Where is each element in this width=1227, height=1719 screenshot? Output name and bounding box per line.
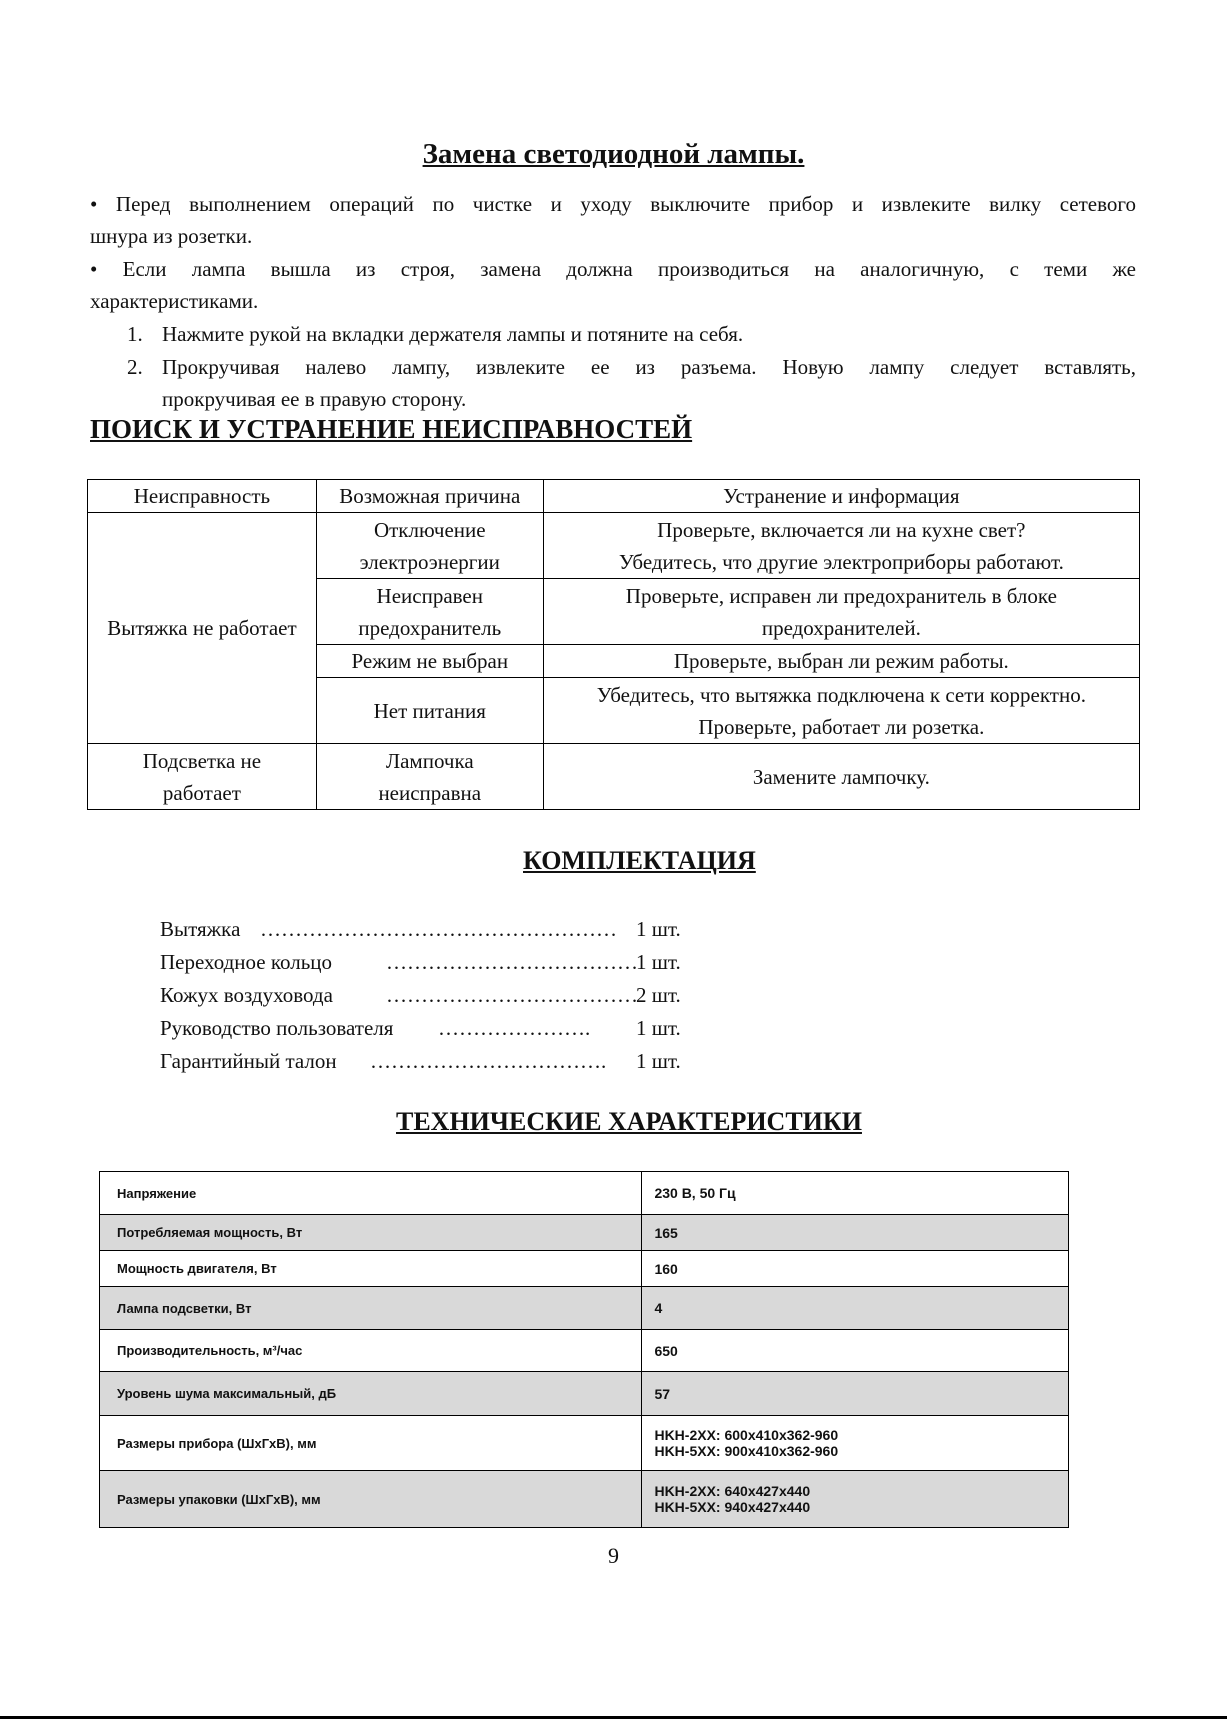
spec-label: Лампа подсветки, Вт bbox=[100, 1287, 642, 1330]
kit-item-name: Кожух воздуховода bbox=[160, 983, 333, 1007]
bullet1-line2: шнура из розетки. bbox=[90, 224, 253, 248]
specs-title: ТЕХНИЧЕСКИЕ ХАРАКТЕРИСТИКИ bbox=[396, 1107, 862, 1136]
spec-value: 4 bbox=[642, 1287, 1069, 1330]
table-row bbox=[100, 1372, 1069, 1416]
kit-item-name: Гарантийный талон bbox=[160, 1049, 337, 1073]
cause-power-outage: Отключение электроэнергии bbox=[316, 513, 543, 579]
table-row bbox=[100, 1251, 1069, 1287]
kit-item-name: Руководство пользователя bbox=[160, 1016, 394, 1040]
table-row bbox=[88, 513, 1140, 579]
spec-label: Напряжение bbox=[100, 1172, 642, 1215]
cause-bulb: Лампочка неисправна bbox=[316, 744, 543, 810]
bullet1-line1: • Перед выполнением операций по чистке и уходу выключите прибор и извлеките вилку сетевого bbox=[90, 192, 1136, 216]
fault-light-not-working: Подсветка не работает bbox=[88, 744, 317, 810]
spec-value: 165 bbox=[642, 1215, 1069, 1251]
kit-item-name: Вытяжка bbox=[160, 917, 241, 941]
table-row bbox=[100, 1172, 1069, 1215]
spec-value: HKH-2XX: 640x427x440 HKH-5XX: 940x427x440 bbox=[642, 1471, 1069, 1528]
kit-item-qty: 1 шт. bbox=[636, 917, 681, 941]
lamp-section-title: Замена светодиодной лампы. bbox=[422, 138, 805, 170]
kit-item-qty: 2 шт. bbox=[636, 983, 681, 1007]
cause-mode: Режим не выбран bbox=[316, 645, 543, 678]
spec-label: Мощность двигателя, Вт bbox=[100, 1251, 642, 1287]
kit-item-qty: 1 шт. bbox=[636, 1016, 681, 1040]
step1-text: Нажмите рукой на вкладки держателя лампы и потяните на себя. bbox=[162, 322, 744, 346]
cause-fuse: Неисправен предохранитель bbox=[316, 579, 543, 645]
page-number: 9 bbox=[608, 1543, 619, 1568]
kit-item-name: Переходное кольцо bbox=[160, 950, 333, 974]
table-row bbox=[100, 1416, 1069, 1471]
table-row bbox=[100, 1330, 1069, 1372]
fix-power-outage: Проверьте, включается ли на кухне свет? Убедитесь, что другие электроприборы работают. bbox=[543, 513, 1139, 579]
specs-table bbox=[99, 1171, 1069, 1528]
spec-value: 650 bbox=[642, 1330, 1069, 1372]
table-header-row bbox=[88, 480, 1140, 513]
kit-item-qty: 1 шт. bbox=[636, 950, 681, 974]
kit-item-dots: …………………………………………… bbox=[260, 917, 617, 941]
bullet2-line2: характеристиками. bbox=[90, 289, 259, 313]
kit-item-dots: ……………………………. bbox=[370, 1049, 607, 1073]
kit-item-dots: ……………………………… bbox=[386, 983, 638, 1007]
spec-value: 230 В, 50 Гц bbox=[642, 1172, 1069, 1215]
troubleshooting-title: ПОИСК И УСТРАНЕНИЕ НЕИСПРАВНОСТЕЙ bbox=[90, 414, 693, 444]
fix-bulb: Замените лампочку. bbox=[543, 744, 1139, 810]
kit-item-qty: 1 шт. bbox=[636, 1049, 681, 1073]
kit-item-dots: ……………………………… bbox=[386, 950, 638, 974]
spec-label: Уровень шума максимальный, дБ bbox=[100, 1372, 642, 1416]
table-row bbox=[100, 1471, 1069, 1528]
header-fault: Неисправность bbox=[88, 480, 317, 513]
table-row bbox=[88, 744, 1140, 810]
spec-label: Потребляемая мощность, Вт bbox=[100, 1215, 642, 1251]
spec-label: Размеры упаковки (ШхГхВ), мм bbox=[100, 1471, 642, 1528]
header-solution: Устранение и информация bbox=[543, 480, 1139, 513]
step2-line1: Прокручивая налево лампу, извлеките ее из разъема. Новую лампу следует вставлять, bbox=[162, 355, 1136, 379]
kit-item-dots: …………………. bbox=[438, 1016, 591, 1040]
spec-value: 57 bbox=[642, 1372, 1069, 1416]
bullet2-line1: • Если лампа вышла из строя, замена должна производиться на аналогичную, с теми же bbox=[90, 257, 1136, 281]
spec-label: Производительность, м³/час bbox=[100, 1330, 642, 1372]
table-row bbox=[100, 1287, 1069, 1330]
spec-value: HKH-2XX: 600x410x362-960 HKH-5XX: 900x410x362-960 bbox=[642, 1416, 1069, 1471]
spec-label: Размеры прибора (ШхГхВ), мм bbox=[100, 1416, 642, 1471]
cause-no-power: Нет питания bbox=[316, 678, 543, 744]
table-row bbox=[100, 1215, 1069, 1251]
header-cause: Возможная причина bbox=[316, 480, 543, 513]
step2-number: 2. bbox=[127, 355, 143, 379]
spec-value: 160 bbox=[642, 1251, 1069, 1287]
fix-mode: Проверьте, выбран ли режим работы. bbox=[543, 645, 1139, 678]
fix-no-power: Убедитесь, что вытяжка подключена к сети корректно. Проверьте, работает ли розетка. bbox=[543, 678, 1139, 744]
fix-fuse: Проверьте, исправен ли предохранитель в блоке предохранителей. bbox=[543, 579, 1139, 645]
troubleshooting-table bbox=[87, 479, 1140, 810]
step2-line2: прокручивая ее в правую сторону. bbox=[162, 387, 467, 411]
step1-number: 1. bbox=[127, 322, 143, 346]
kit-title: КОМПЛЕКТАЦИЯ bbox=[523, 846, 756, 875]
fault-hood-not-working: Вытяжка не работает bbox=[88, 513, 317, 744]
